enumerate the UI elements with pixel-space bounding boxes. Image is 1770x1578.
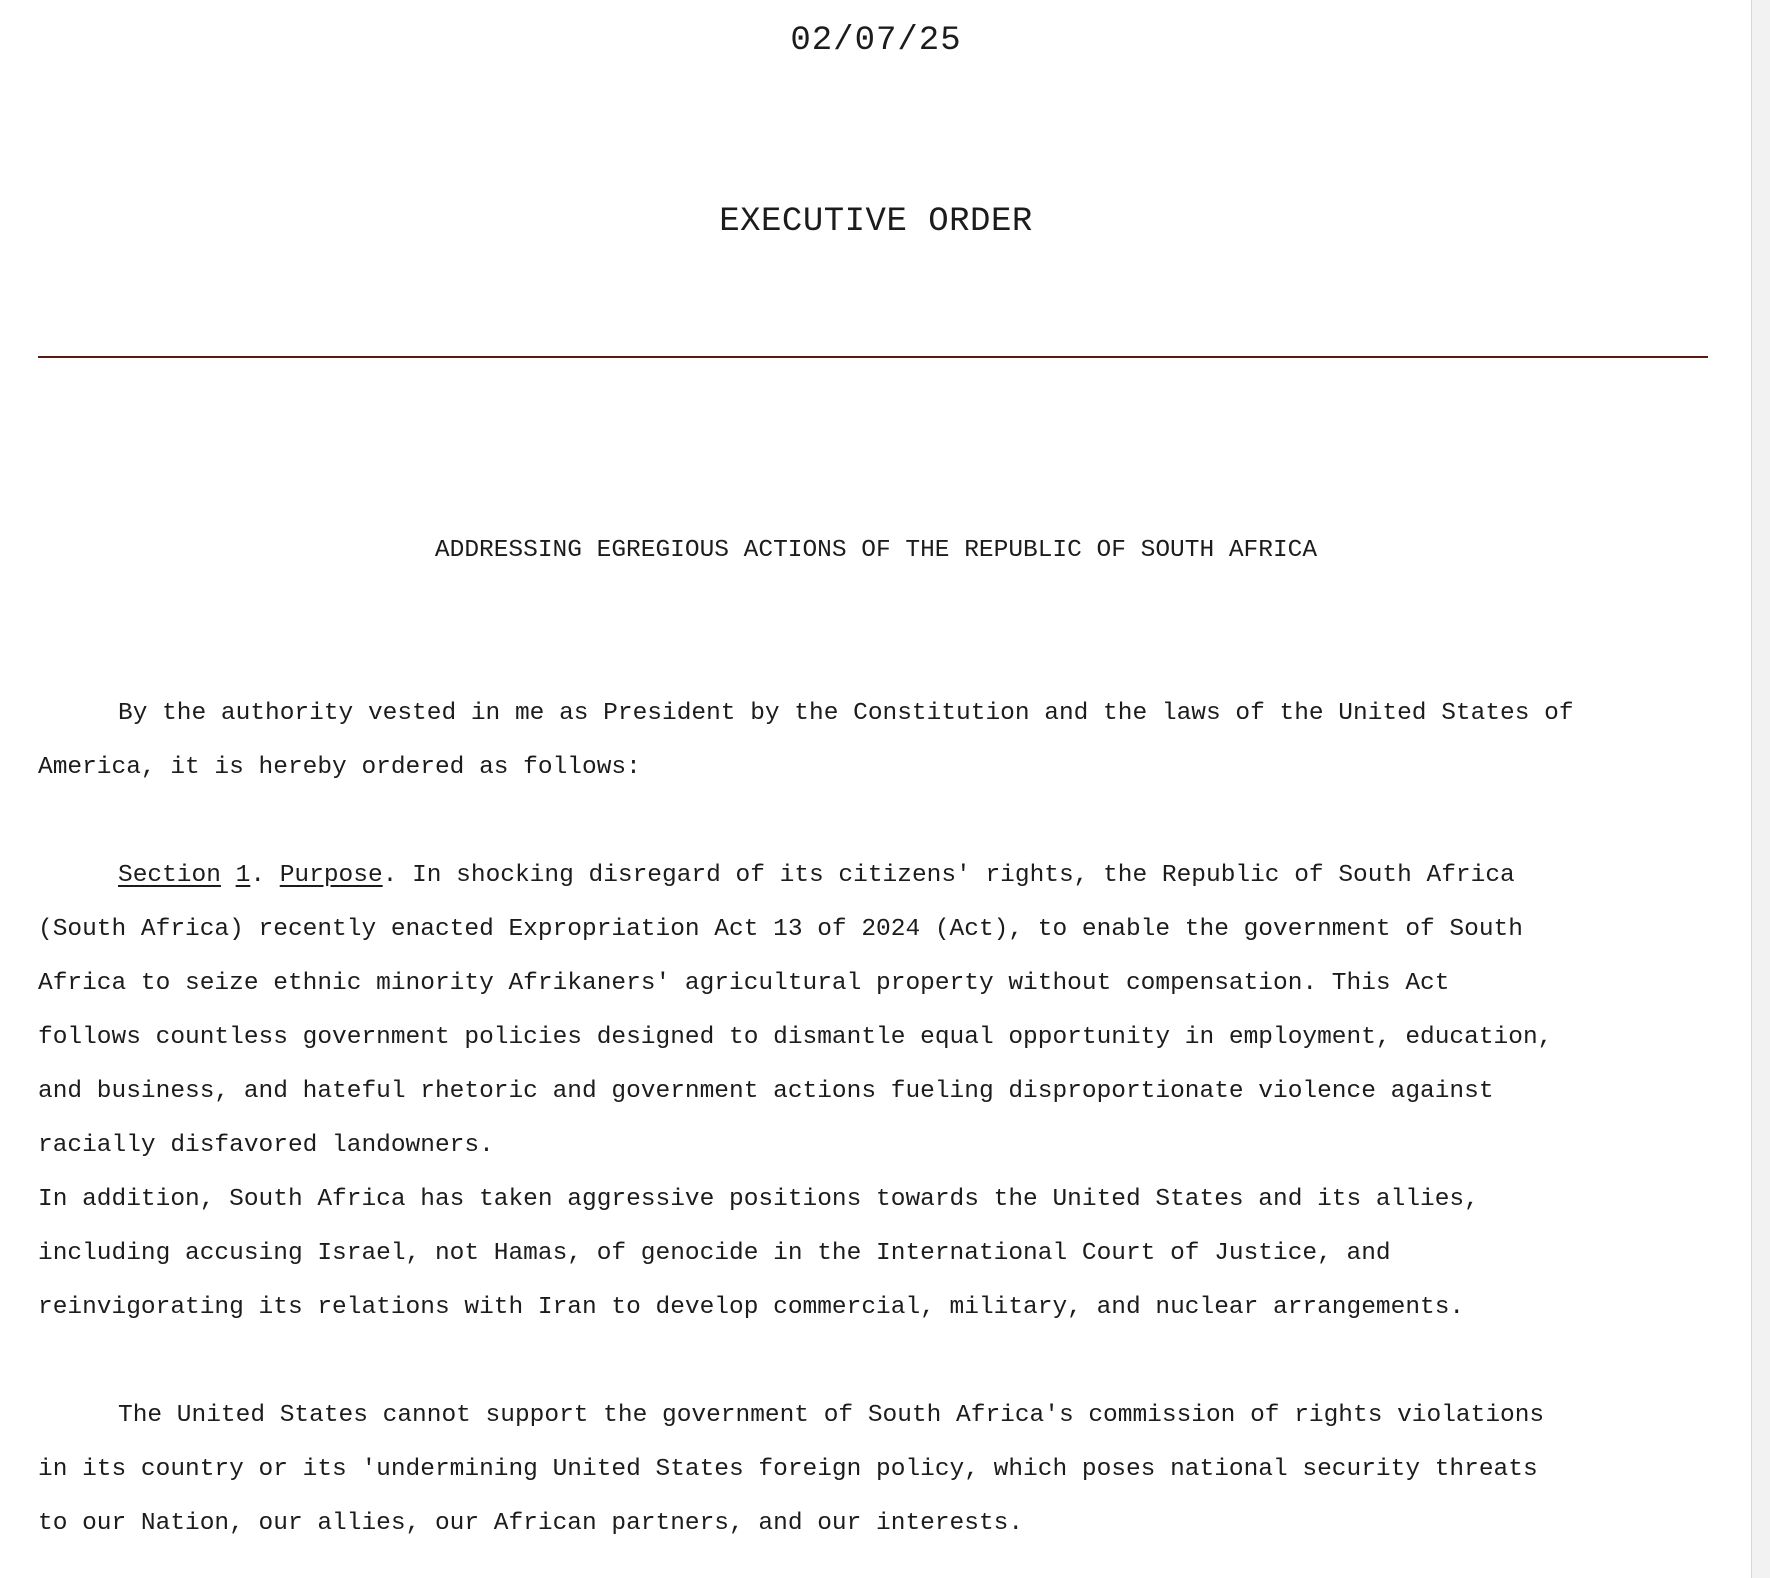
text-line: In addition, South Africa has taken aggressive positions towards the United States and its allies, [38, 1186, 1479, 1213]
policy-paragraph [38, 1389, 1718, 1551]
title-divider [38, 356, 1708, 358]
text-line: in its country or its 'undermining United States foreign policy, which poses national security threats [38, 1456, 1538, 1483]
text-line: to our Nation, our allies, our African partners, and our interests. [38, 1510, 1024, 1537]
section-first-line-text: In shocking disregard of its citizens' rights, the Republic of South Africa [412, 862, 1515, 889]
section-heading: Purpose [279, 862, 383, 889]
text-line: By the authority vested in me as President by the Constitution and the laws of the United States of [118, 700, 1574, 727]
section-1-first-line: Section 1. Purpose. In shocking disregard of its citizens' rights, the Republic of South Africa [118, 862, 1515, 889]
text-line: Africa to seize ethnic minority Afrikaners' agricultural property without compensation. This Act [38, 970, 1450, 997]
section-number: 1 [235, 862, 251, 889]
document-title: EXECUTIVE ORDER [719, 203, 1033, 241]
order-subtitle: ADDRESSING EGREGIOUS ACTIONS OF THE REPUBLIC OF SOUTH AFRICA [434, 537, 1318, 564]
text-line: The United States cannot support the government of South Africa's commission of rights violations [118, 1402, 1545, 1429]
text-line: reinvigorating its relations with Iran to develop commercial, military, and nuclear arrangements. [38, 1294, 1465, 1321]
section-1-paragraph [38, 849, 1718, 1335]
section-label: Section [118, 862, 221, 889]
text-line: and business, and hateful rhetoric and government actions fueling disproportionate violence against [38, 1078, 1494, 1105]
text-line: America, it is hereby ordered as follows: [38, 754, 641, 781]
text-line: including accusing Israel, not Hamas, of genocide in the International Court of Justice, and [38, 1240, 1391, 1267]
text-line: racially disfavored landowners. [38, 1132, 494, 1159]
preamble-paragraph [38, 687, 1718, 795]
text-line: follows countless government policies designed to dismantle equal opportunity in employment, education, [38, 1024, 1553, 1051]
document-date: 02/07/25 [790, 22, 962, 60]
text-line: (South Africa) recently enacted Expropriation Act 13 of 2024 (Act), to enable the government of South [38, 916, 1523, 943]
